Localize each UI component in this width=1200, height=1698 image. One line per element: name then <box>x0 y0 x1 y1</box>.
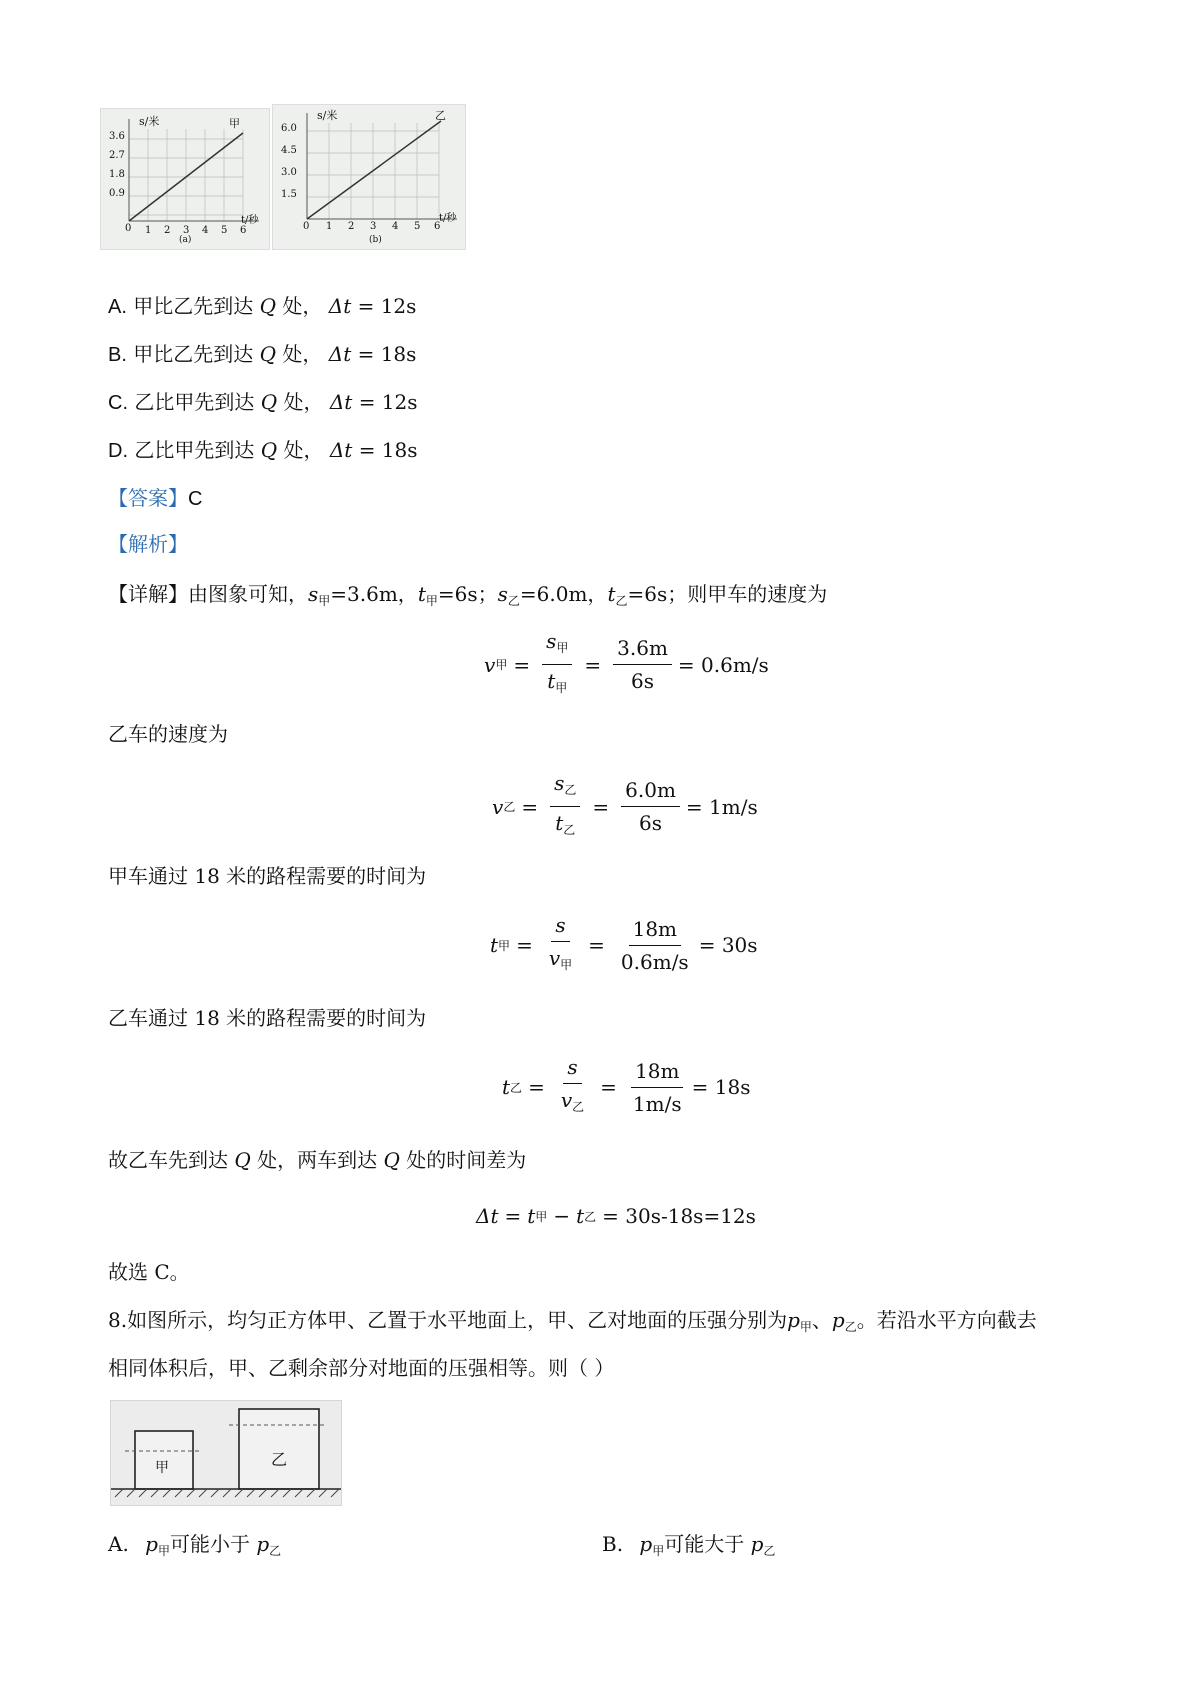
graph-b-caption: (b) <box>369 235 382 245</box>
fraction <box>557 1054 588 1120</box>
graph-b-xtick: 1 <box>326 221 333 232</box>
option-var: Q <box>260 438 278 462</box>
option-var: Q <box>259 342 277 366</box>
formula-lhs: v <box>484 652 496 677</box>
formula-v-jia: v 甲 = $\frac{s_甲}{t_甲}$ = $\frac{3.6m}{6s}$ = 0.6m/s <box>484 628 769 701</box>
sub-yi: 乙 <box>615 594 628 608</box>
option-suffix: 处， <box>282 342 323 366</box>
block-yi-label: 乙 <box>271 1450 288 1469</box>
graph-b-xtick: 2 <box>348 221 355 232</box>
q8-option-b <box>602 1530 775 1565</box>
fraction <box>545 912 576 978</box>
answer-label: 【答案】 <box>108 486 188 510</box>
conclusion-text: 处，两车到达 <box>257 1148 378 1172</box>
option-dt: Δt <box>328 294 352 318</box>
formula-t-yi: t 乙 = $\frac{s}{v_乙}$ = $\frac{18m}{1m/s}$ = 18s <box>502 1054 750 1120</box>
option-value: = 18s <box>358 438 418 462</box>
fraction-den: v <box>548 946 561 970</box>
fraction-num: s <box>555 913 566 937</box>
var-p: p <box>639 1532 653 1556</box>
q8-line1 <box>108 1306 1037 1341</box>
fraction <box>621 777 680 836</box>
fraction-num: s <box>546 629 557 653</box>
text-yi-speed: 乙车的速度为 <box>108 722 228 746</box>
formula-lhs: v <box>492 794 504 819</box>
formula-t-jia: t 甲 = $\frac{s}{v_甲}$ = $\frac{18m}{0.6m/s}$ = 30s <box>490 912 758 978</box>
graph-a-xtick: 5 <box>221 225 228 236</box>
q8-option-a <box>108 1530 281 1565</box>
var-t: t <box>607 582 616 606</box>
analysis-label: 【解析】 <box>108 532 188 556</box>
formula-result: = 30s <box>698 933 758 957</box>
fraction <box>629 1058 686 1117</box>
graph-b-ytick: 3.0 <box>281 167 297 178</box>
conclusion-text: 故乙车先到达 <box>108 1148 228 1172</box>
detail-value: =6s； <box>437 582 498 606</box>
fraction-den: t <box>555 811 564 835</box>
graph-a-ytick: 0.9 <box>109 188 125 199</box>
option-dt: Δt <box>329 438 353 462</box>
graph-b-ylabel: s/米 <box>317 109 338 122</box>
graph-b-xtick: 3 <box>370 221 377 232</box>
formula-lhs: t <box>502 1075 511 1099</box>
q8-line2: 相同体积后，甲、乙剩余部分对地面的压强相等。则（ ） <box>108 1356 615 1380</box>
sub-yi: 乙 <box>269 1544 282 1558</box>
block-jia-label: 甲 <box>155 1460 169 1476</box>
sub-jia: 甲 <box>425 594 438 608</box>
fraction-den-sub: 乙 <box>563 823 576 837</box>
formula-eq: = <box>504 1204 522 1228</box>
option-dt: Δt <box>328 342 352 366</box>
conclusion-text: 处的时间差为 <box>406 1148 527 1172</box>
option-suffix: 处， <box>283 438 324 462</box>
formula-result: = 30s-18s=12s <box>602 1204 756 1228</box>
graph-a-xtick: 6 <box>240 225 247 236</box>
sub-yi: 乙 <box>844 1320 857 1334</box>
sub-yi: 乙 <box>507 594 520 608</box>
graph-b-xlabel: t/秒 <box>439 213 457 224</box>
sub-jia: 甲 <box>157 1544 170 1558</box>
fraction-den-sub: 甲 <box>560 958 573 972</box>
var-t: t <box>417 582 426 606</box>
fraction-den: 1m/s <box>632 1091 682 1116</box>
fraction-num: s <box>567 1055 578 1079</box>
option-a <box>108 292 416 321</box>
conclusion-var: Q <box>234 1148 251 1172</box>
fraction-den: t <box>547 669 556 693</box>
option-text: 乙比甲先到达 <box>134 438 255 462</box>
option-value: = 12s <box>358 390 418 414</box>
formula-minus: − <box>553 1204 571 1228</box>
formula-t1-sub: 甲 <box>535 1209 548 1224</box>
graph-b <box>272 104 466 250</box>
option-var: Q <box>259 294 277 318</box>
option-text: 可能小于 <box>170 1532 250 1556</box>
var-p: p <box>256 1532 270 1556</box>
fraction-num: s <box>554 771 565 795</box>
sub-jia: 甲 <box>652 1544 665 1558</box>
answer-line <box>108 484 202 513</box>
formula-dt <box>476 1204 756 1228</box>
option-d <box>108 436 418 465</box>
option-text: 可能大于 <box>664 1532 745 1556</box>
graph-a-xtick: 4 <box>202 225 209 236</box>
graph-a-xlabel: t/秒 <box>241 215 259 226</box>
graph-a-caption: (a) <box>179 235 192 245</box>
fraction-den: v <box>560 1088 573 1112</box>
option-b <box>108 340 416 369</box>
graph-a-ytick: 3.6 <box>109 131 125 142</box>
var-s: s <box>497 582 508 606</box>
formula-v-yi: v 乙 = $\frac{s_乙}{t_乙}$ = $\frac{6.0m}{6s}$ = 1m/s <box>492 770 758 843</box>
option-letter: B. <box>602 1532 624 1556</box>
graph-a-xtick: 2 <box>164 225 171 236</box>
graph-b-ytick: 1.5 <box>281 189 297 200</box>
graph-b-line <box>307 121 441 219</box>
fraction-num-sub: 甲 <box>556 641 569 655</box>
formula-result: = 18s <box>691 1075 751 1099</box>
graph-a-ytick: 1.8 <box>109 169 125 180</box>
fraction-den: 0.6m/s <box>620 949 689 974</box>
var-p: p <box>787 1308 800 1332</box>
graph-a-xtick: 3 <box>183 225 190 236</box>
option-value: = 18s <box>357 342 417 366</box>
option-var: Q <box>260 390 278 414</box>
graph-b-line-label: 乙 <box>435 109 446 122</box>
fraction <box>617 916 693 975</box>
text-choose: 故选 C。 <box>108 1260 190 1284</box>
blocks-figure-svg <box>111 1401 341 1505</box>
formula-result: = 1m/s <box>685 794 758 819</box>
fraction-den-sub: 甲 <box>555 681 568 695</box>
option-letter: A. <box>108 296 127 318</box>
formula-lhs-sub: 甲 <box>495 658 508 672</box>
detail-value: =3.6m， <box>330 582 418 606</box>
fraction-num: 18m <box>629 916 681 946</box>
formula-lhs-sub: 乙 <box>510 1080 523 1095</box>
formula-t2-sub: 乙 <box>584 1209 597 1224</box>
fraction-den: 6s <box>631 669 655 693</box>
fraction-num: 3.6m <box>613 635 672 665</box>
q8-sep: 、 <box>811 1308 832 1332</box>
text-yi-time: 乙车通过 18 米的路程需要的时间为 <box>108 1006 427 1030</box>
fraction-num-sub: 乙 <box>564 783 577 797</box>
sub-jia: 甲 <box>799 1320 812 1334</box>
graph-a-ylabel: s/米 <box>139 115 160 128</box>
graph-a-xtick: 1 <box>145 225 152 236</box>
fraction-den: 6s <box>639 811 663 835</box>
blocks-figure <box>110 1400 342 1506</box>
option-letter: A. <box>108 1532 129 1556</box>
fraction <box>550 770 580 843</box>
graph-b-xtick: 6 <box>434 221 441 232</box>
graph-b-ytick: 6.0 <box>281 123 297 134</box>
graph-b-xtick: 4 <box>392 221 399 232</box>
fraction-num: 18m <box>631 1058 683 1088</box>
graph-a-xtick: 0 <box>125 223 132 234</box>
sub-jia: 甲 <box>318 594 331 608</box>
detail-line <box>108 580 827 615</box>
option-text: 甲比乙先到达 <box>133 294 254 318</box>
formula-result: = 0.6m/s <box>677 652 769 677</box>
option-text: 甲比乙先到达 <box>133 342 254 366</box>
graph-a <box>100 108 270 250</box>
formula-lhs-sub: 甲 <box>498 938 511 953</box>
text-jia-time: 甲车通过 18 米的路程需要的时间为 <box>108 864 427 888</box>
fraction-num: 6.0m <box>621 777 680 807</box>
detail-value: =6s；则甲车的速度为 <box>627 582 828 606</box>
detail-text: 由图象可知， <box>188 582 308 606</box>
sub-yi: 乙 <box>763 1544 776 1558</box>
formula-t1: t <box>527 1204 536 1228</box>
formula-dt-symbol: Δt <box>476 1204 499 1228</box>
option-dt: Δt <box>329 390 353 414</box>
detail-label: 【详解】 <box>108 582 188 606</box>
q8-text: 。若沿水平方向截去 <box>856 1308 1037 1332</box>
answer-value: C <box>188 488 203 510</box>
option-suffix: 处， <box>282 294 323 318</box>
option-c <box>108 388 418 417</box>
graph-a-ytick: 2.7 <box>109 150 125 161</box>
q8-text: 8.如图所示，均匀正方体甲、乙置于水平地面上，甲、乙对地面的压强分别为 <box>108 1308 788 1332</box>
option-letter: B. <box>108 344 127 366</box>
graph-b-xtick: 0 <box>303 221 310 232</box>
option-suffix: 处， <box>283 390 324 414</box>
fraction <box>542 628 572 701</box>
graph-a-line-label: 甲 <box>229 117 240 130</box>
graph-b-xtick: 5 <box>414 221 421 232</box>
formula-lhs: t <box>490 933 499 957</box>
text-conclusion <box>108 1146 526 1174</box>
var-p: p <box>750 1532 764 1556</box>
graph-b-ytick: 4.5 <box>281 145 297 156</box>
conclusion-var: Q <box>383 1148 400 1172</box>
var-p: p <box>831 1308 845 1332</box>
var-s: s <box>308 582 319 606</box>
option-letter: C. <box>108 392 128 414</box>
option-text: 乙比甲先到达 <box>134 390 255 414</box>
formula-lhs-sub: 乙 <box>503 800 516 814</box>
formula-t2: t <box>576 1204 585 1228</box>
fraction-den-sub: 乙 <box>572 1100 585 1114</box>
detail-value: =6.0m， <box>519 582 608 606</box>
fraction <box>613 635 672 694</box>
var-p: p <box>145 1532 158 1556</box>
option-value: = 12s <box>357 294 417 318</box>
option-letter: D. <box>108 440 128 462</box>
